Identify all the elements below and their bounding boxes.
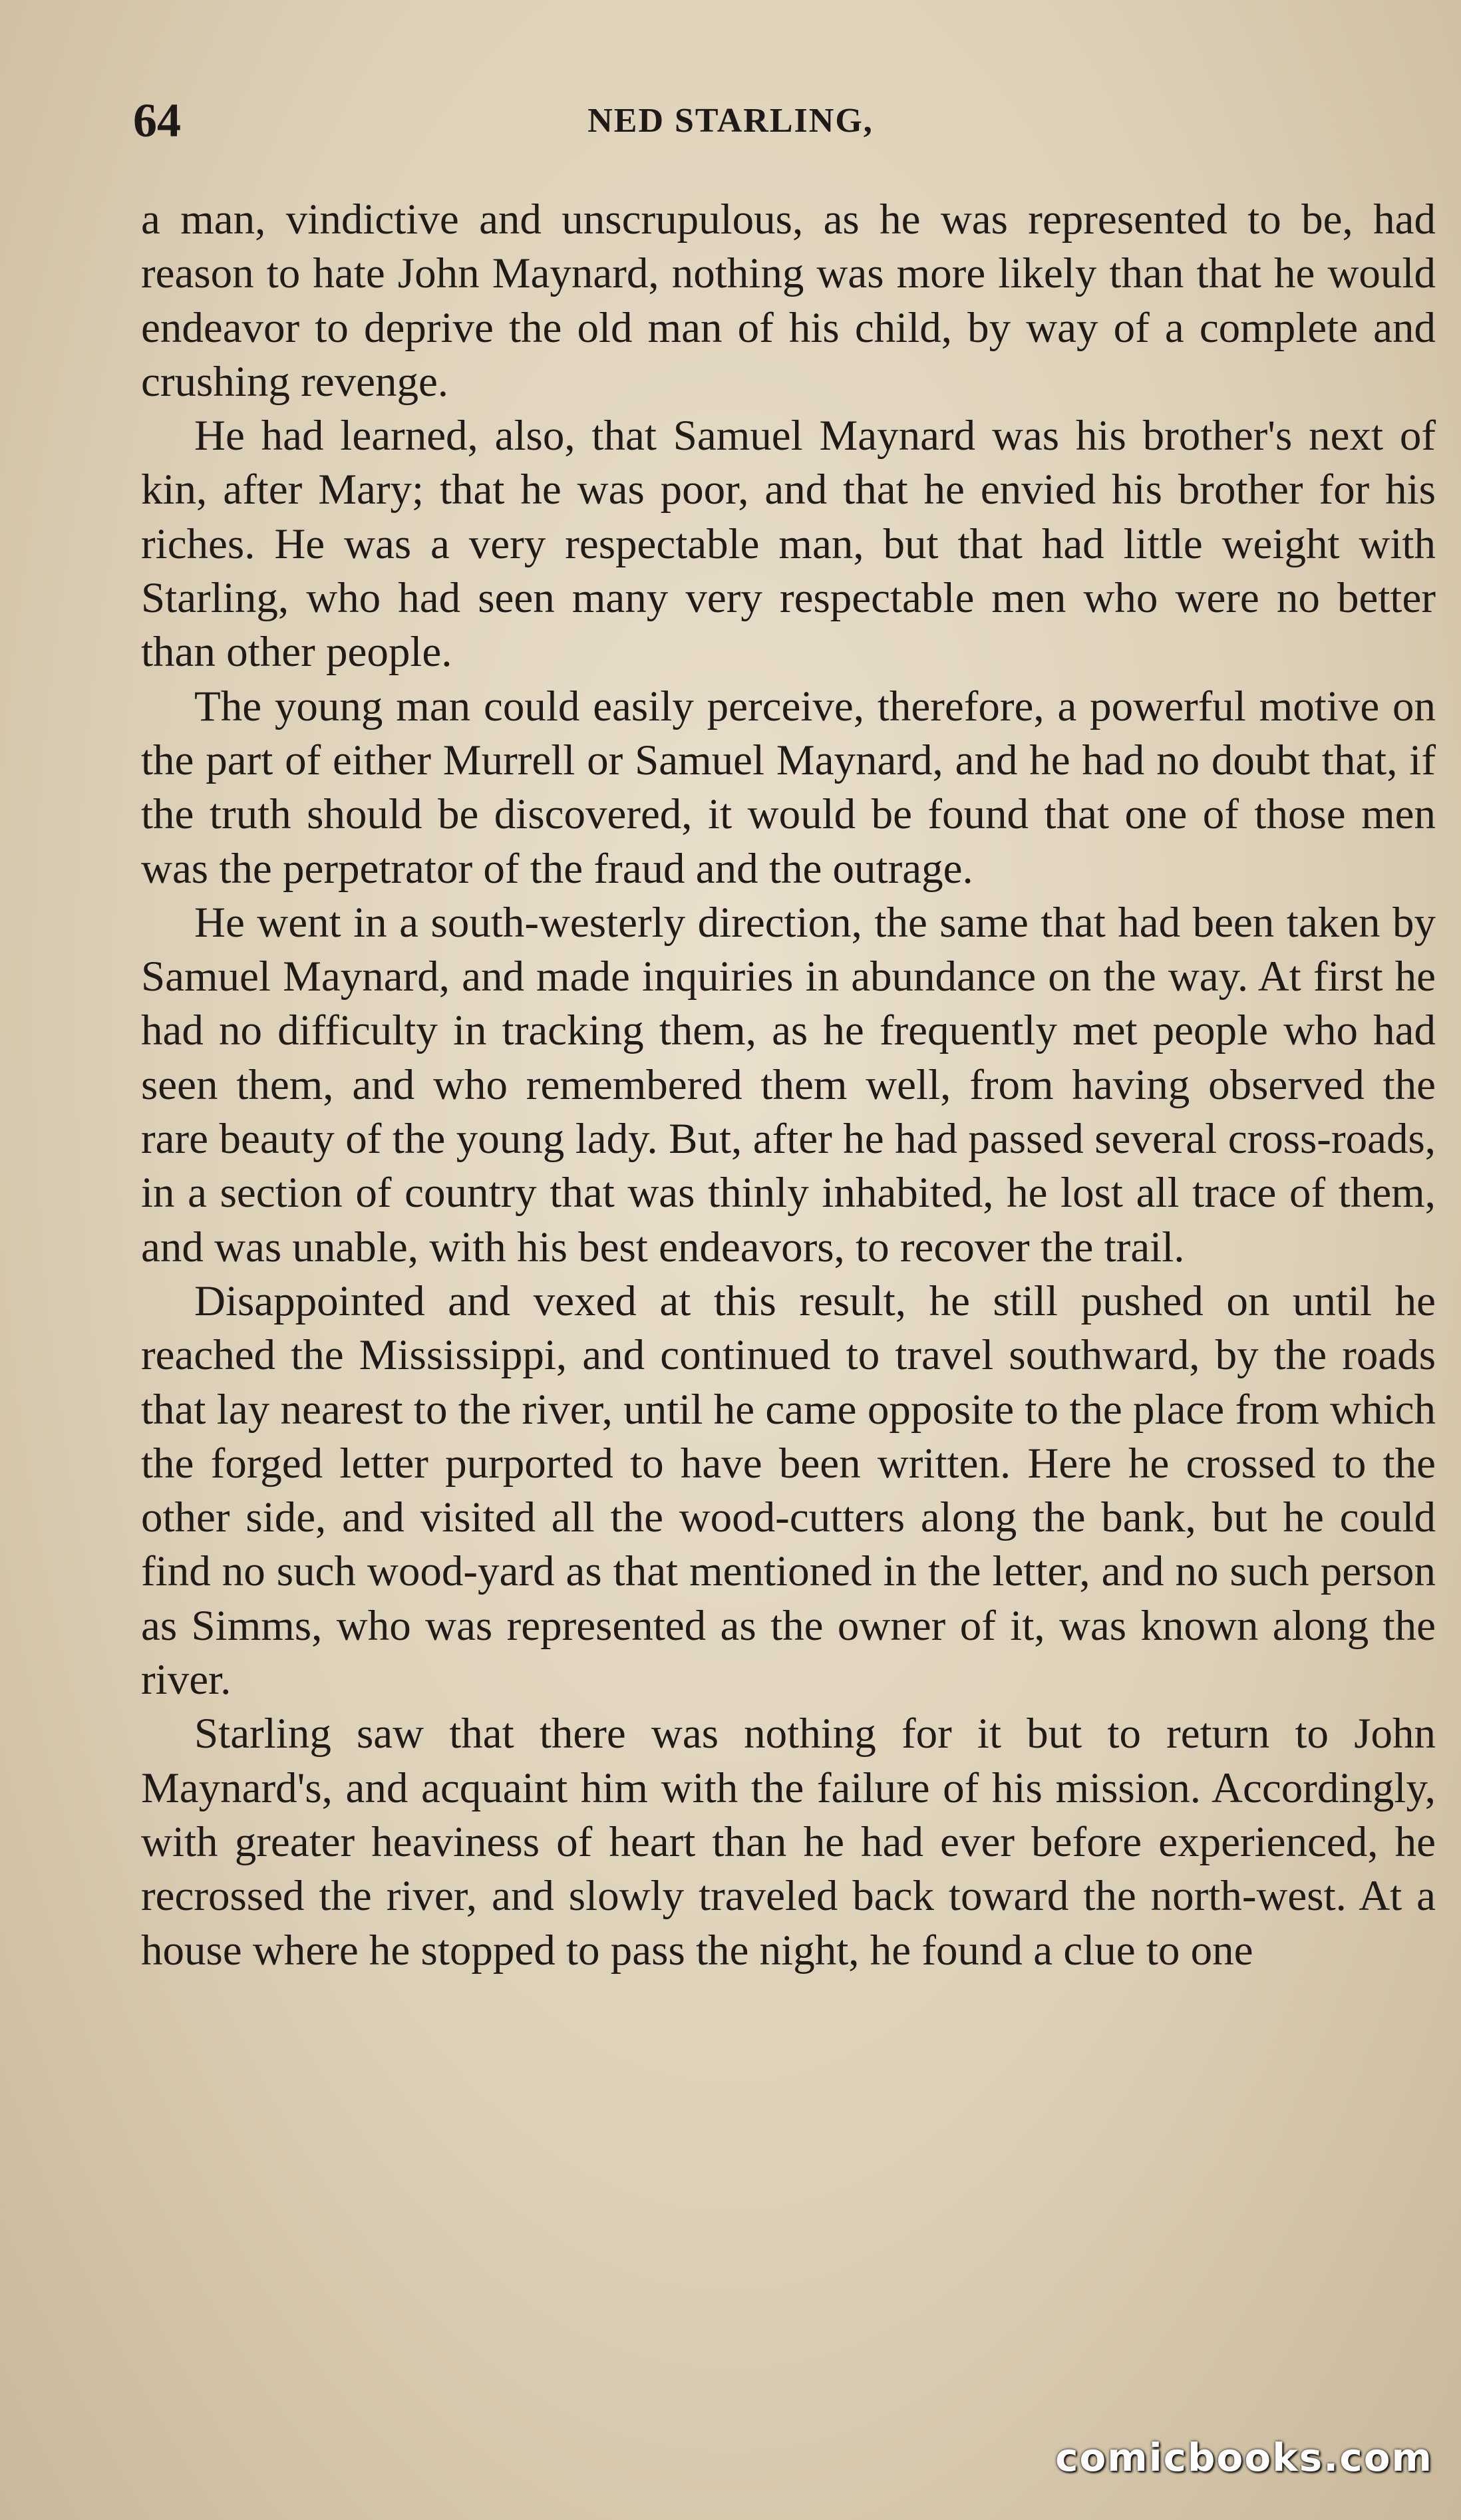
paragraph-6: Starling saw that there was nothing for it but to return to John Maynard's, and acquaint him with the failure of his mission. Accordingly, with greater heaviness of heart than he had ever before experienced, he recrossed the river, and slowly traveled back toward the north-west. At a house where he stopped to pass the night, he found a clue to one xyxy=(141,1710,1436,1974)
paragraph-1: a man, vindictive and unscrupulous, as he was represented to be, had reason to hate John Maynard, nothing was more likely than that he would endeavor to deprive the old man of his child, by way of a complete and crushing revenge. xyxy=(141,196,1436,406)
paragraph-5: Disappointed and vexed at this result, he still pushed on until he reached the Mississippi, and continued to travel southward, by the roads that lay nearest to the river, until he came opposite to the place from which the forged letter purported to have been written. Here he crossed to the other side, and visited all the wood-cutters along the bank, but he could find no such wood-yard as that mentioned in the letter, and no such person as Simms, who was represented as the owner of it, was known along the river. xyxy=(141,1277,1436,1704)
paragraph-4: He went in a south-westerly direction, the same that had been taken by Samuel Maynard, and made inquiries in abundance on the way. At first he had no difficulty in tracking them, as he frequently met people who had seen them, and who remembered them well, from having observed the rare beauty of the young lady. But, after he had passed several cross-roads, in a section of country that was thinly inhabited, he lost all trace of them, and was unable, with his best endeavors, to recover the trail. xyxy=(141,898,1436,1271)
paragraph-2: He had learned, also, that Samuel Maynard was his brother's next of kin, after Mary; that he was poor, and that he envied his brother for his riches. He was a very respectable man, but that had little weight with Starling, who had seen many very respectable men who were no better than other people. xyxy=(141,412,1436,677)
paragraph-3: The young man could easily perceive, therefore, a powerful motive on the part of either Murrell or Samuel Maynard, and he had no doubt that, if the truth should be discovered, it would be found that one of those men was the perpetrator of the fraud and the outrage. xyxy=(141,682,1436,893)
running-title: NED STARLING, xyxy=(587,102,874,140)
page-body xyxy=(141,193,1436,1978)
watermark-logo: comicbooks.com xyxy=(1055,2435,1433,2480)
page-number: 64 xyxy=(133,94,181,147)
